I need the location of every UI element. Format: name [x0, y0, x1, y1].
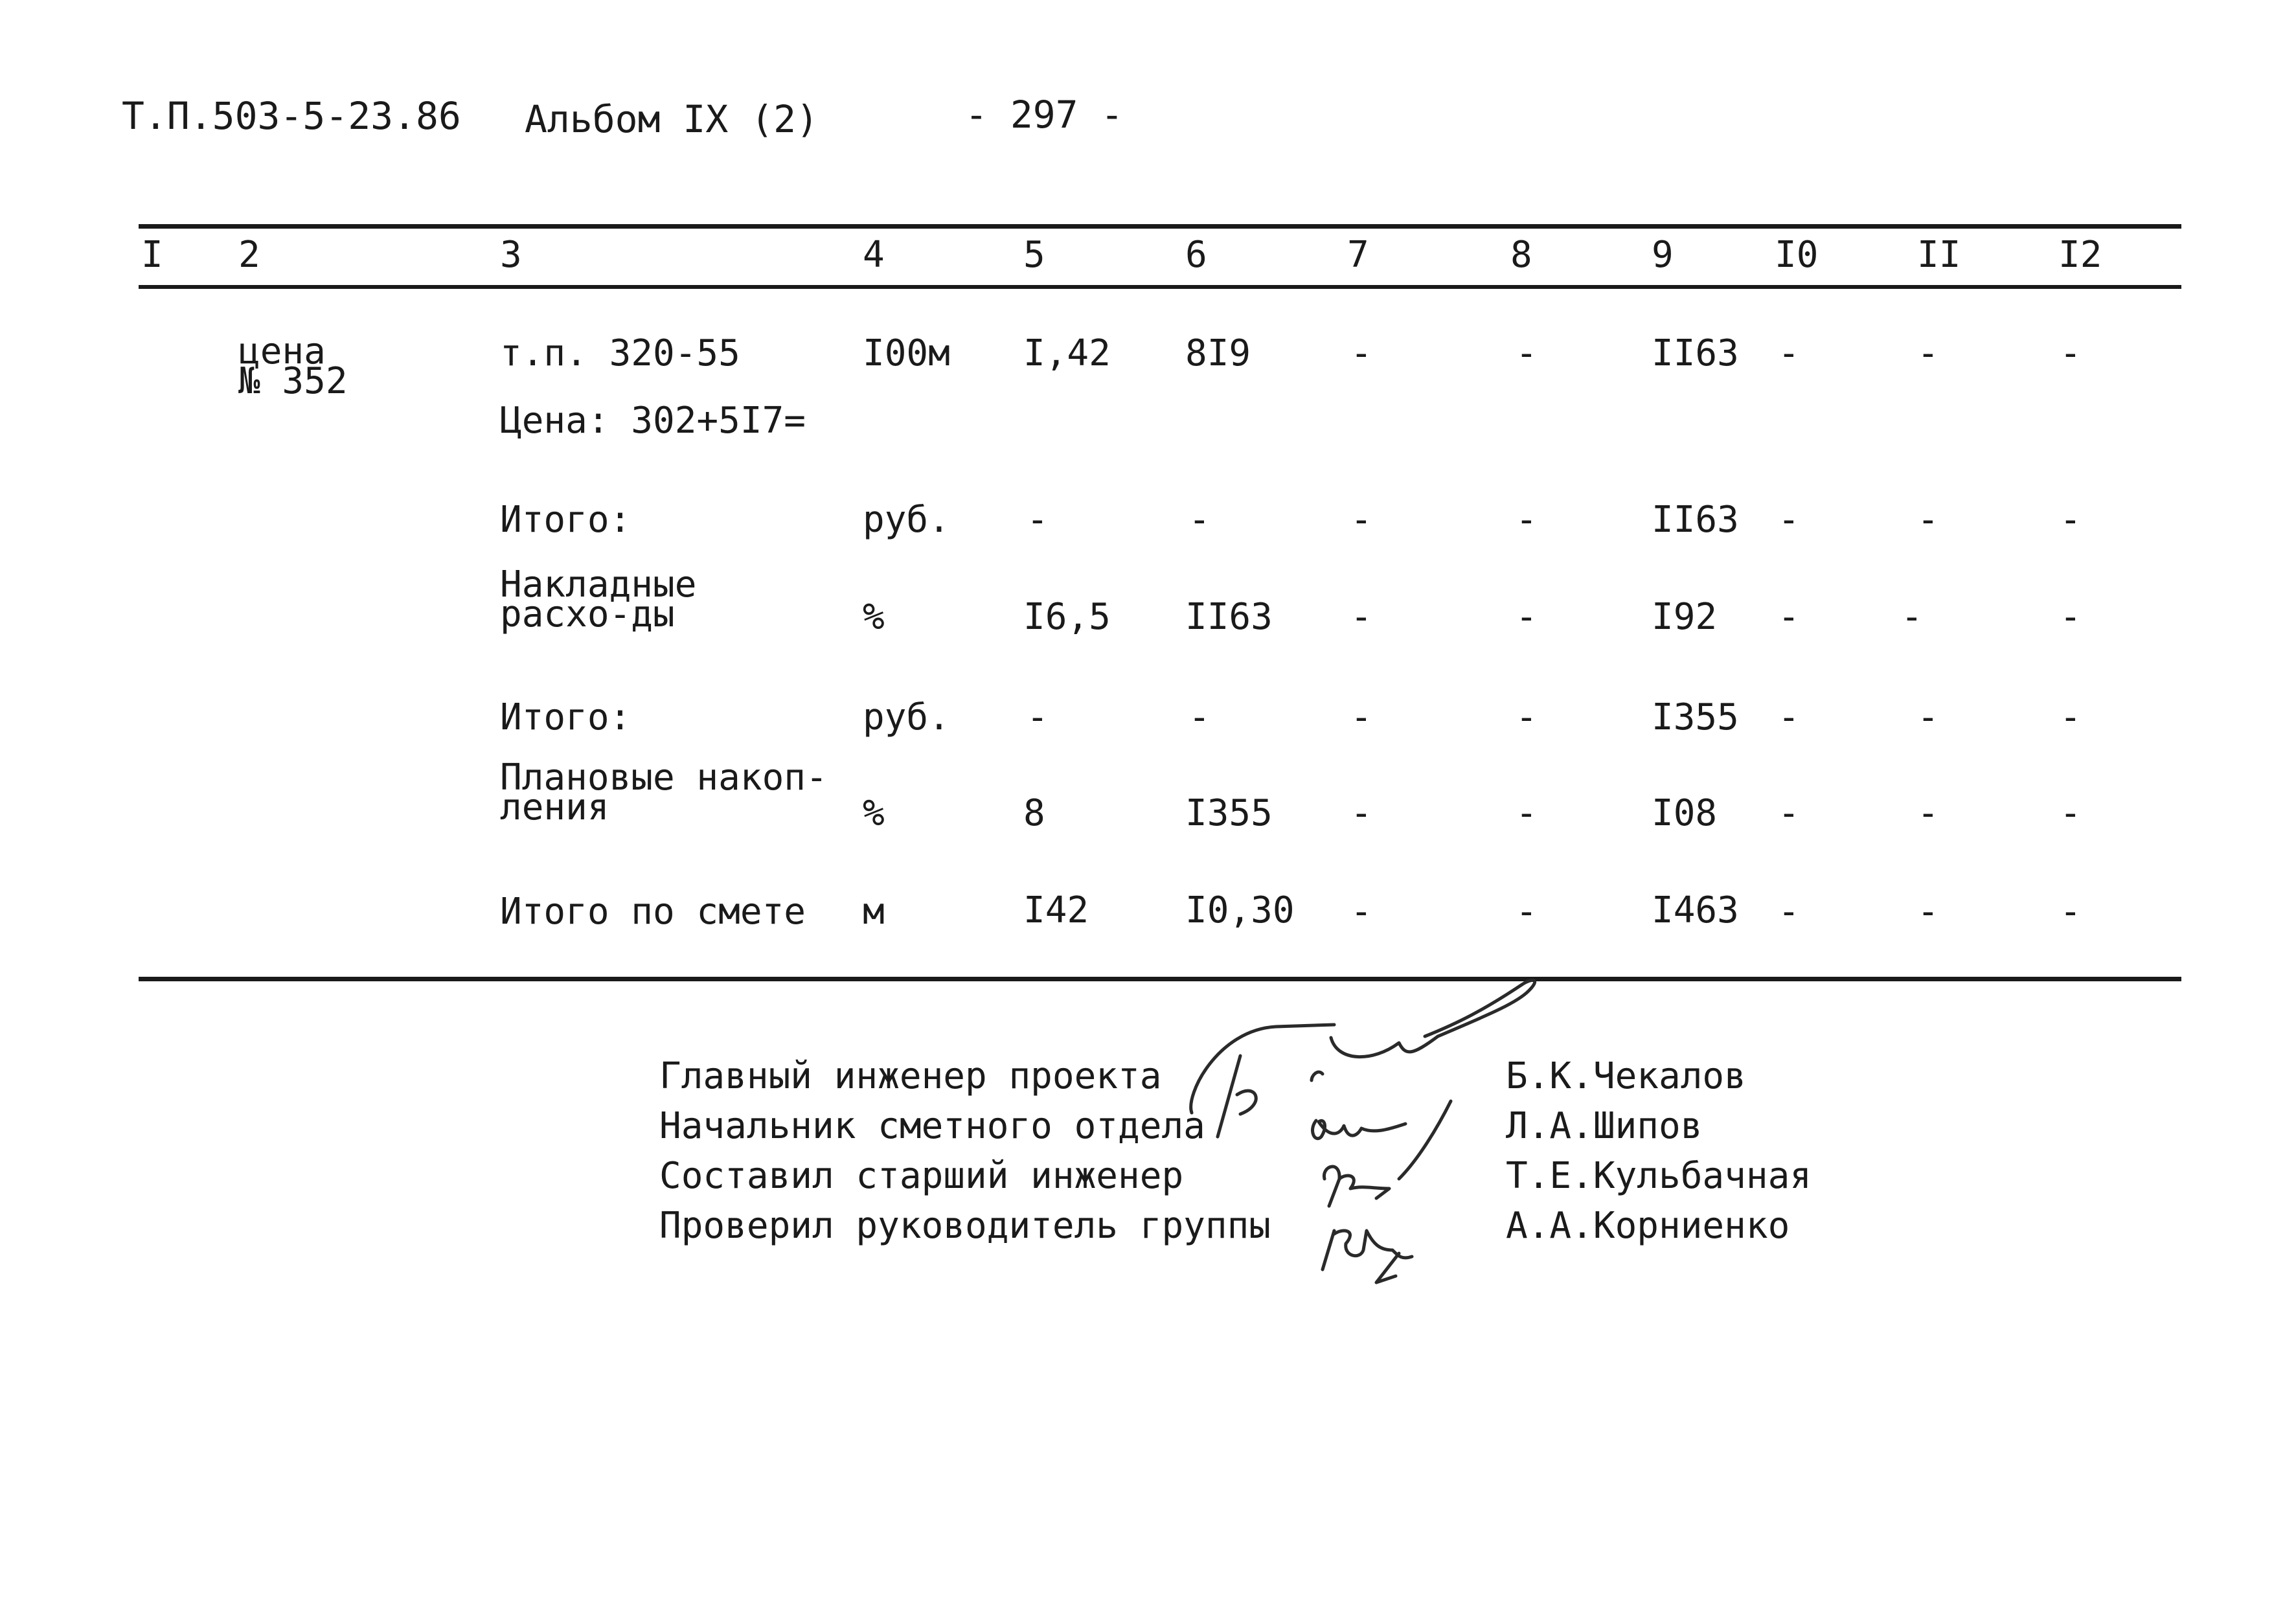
cell-col7: -: [1350, 792, 1372, 834]
signatory-name: Т.Е.Кульбачная: [1506, 1155, 1812, 1197]
cell-col5: I,42: [1023, 332, 1111, 374]
cell-description: Накладные расхо-ды: [500, 564, 697, 635]
cell-col12: -: [2060, 696, 2082, 738]
cell-unit: I00м: [863, 332, 950, 374]
cell-col6: I0,30: [1185, 889, 1295, 931]
page-number: - 297 -: [965, 93, 1124, 137]
cell-col10: -: [1778, 891, 1800, 933]
cell-col6: -: [1188, 499, 1211, 541]
cell-col7: -: [1350, 696, 1372, 738]
cell-col5: 8: [1023, 792, 1045, 834]
cell-col10: -: [1778, 792, 1800, 834]
column-header: 6: [1185, 234, 1207, 276]
column-header: I: [141, 234, 163, 276]
cell-col8: -: [1516, 696, 1538, 738]
signatory-name: Л.А.Шипов: [1506, 1105, 1703, 1147]
price-note: Цена: 302+5I7=: [500, 400, 806, 442]
cell-col7: -: [1350, 891, 1372, 933]
column-header: 7: [1347, 234, 1369, 276]
column-header: I0: [1775, 234, 1819, 276]
column-header: 9: [1652, 234, 1674, 276]
table-bottom-rule: [139, 977, 2181, 981]
signatory-role: Начальник сметного отдела: [659, 1105, 1205, 1147]
cell-col12: -: [2060, 792, 2082, 834]
cell-col6: I355: [1185, 792, 1273, 834]
cell-description: Плановые накоп-ления: [500, 757, 828, 828]
cell-description: Итого:: [500, 499, 631, 541]
cell-col12: -: [2060, 891, 2082, 933]
cell-col10: -: [1778, 332, 1800, 374]
cell-description: Итого:: [500, 696, 631, 738]
cell-col8: -: [1516, 332, 1538, 374]
cell-col12: -: [2060, 332, 2082, 374]
signatory-role: Проверил руководитель группы: [659, 1205, 1271, 1247]
column-header: 4: [863, 234, 885, 276]
column-header: II: [1917, 234, 1961, 276]
signatory-name: Б.К.Чекалов: [1506, 1055, 1746, 1097]
cell-col11: -: [1917, 499, 1939, 541]
cell-col9: I92: [1652, 596, 1718, 638]
cell-col9: I355: [1652, 696, 1739, 738]
table-top-rule: [139, 224, 2181, 229]
cell-col7: -: [1350, 499, 1372, 541]
cell-col7: -: [1350, 332, 1372, 374]
column-header: 2: [238, 234, 260, 276]
cell-col5: -: [1027, 696, 1049, 738]
cell-unit: %: [863, 792, 885, 834]
cell-col9: I463: [1652, 889, 1739, 931]
cell-col9: II63: [1652, 499, 1739, 541]
signatory-name: А.А.Корниенко: [1506, 1205, 1790, 1247]
cell-col8: -: [1516, 596, 1538, 638]
cell-col5: -: [1027, 499, 1049, 541]
cell-col11: -: [1917, 792, 1939, 834]
column-header: 8: [1510, 234, 1532, 276]
cell-unit: м: [863, 891, 885, 933]
column-header: I2: [2058, 234, 2102, 276]
cell-unit: руб.: [863, 499, 950, 541]
cell-col9: I08: [1652, 792, 1718, 834]
cell-col7: -: [1350, 596, 1372, 638]
cell-description: т.п. 320-55: [500, 332, 740, 374]
cell-col8: -: [1516, 499, 1538, 541]
cell-col5: I42: [1023, 889, 1089, 931]
cell-col6: -: [1188, 696, 1211, 738]
cell-col11: -: [1917, 332, 1939, 374]
cell-col8: -: [1516, 792, 1538, 834]
signatory-role: Главный инженер проекта: [659, 1055, 1162, 1097]
cell-col10: -: [1778, 596, 1800, 638]
cell-col6: 8I9: [1185, 332, 1251, 374]
cell-col11: -: [1901, 596, 1923, 638]
album-label: Альбом IX (2): [525, 97, 819, 141]
cell-col12: -: [2060, 596, 2082, 638]
signatory-role: Составил старший инженер: [659, 1155, 1184, 1197]
cell-col9: II63: [1652, 332, 1739, 374]
cell-col5: I6,5: [1023, 596, 1111, 638]
cell-unit: %: [863, 596, 885, 638]
handwritten-signature: [1179, 965, 1619, 1315]
cell-description: Итого по смете: [500, 891, 806, 933]
cell-col11: -: [1917, 891, 1939, 933]
cell-col10: -: [1778, 499, 1800, 541]
cell-col10: -: [1778, 696, 1800, 738]
column-header: 5: [1023, 234, 1045, 276]
cell-unit: руб.: [863, 696, 950, 738]
cell-col8: -: [1516, 891, 1538, 933]
cell-col6: II63: [1185, 596, 1273, 638]
price-source: цена № 352: [238, 330, 348, 402]
document-code: Т.П.503-5-23.86: [122, 94, 461, 138]
column-header: 3: [500, 234, 522, 276]
cell-col12: -: [2060, 499, 2082, 541]
cell-col11: -: [1917, 696, 1939, 738]
table-header-rule: [139, 285, 2181, 289]
